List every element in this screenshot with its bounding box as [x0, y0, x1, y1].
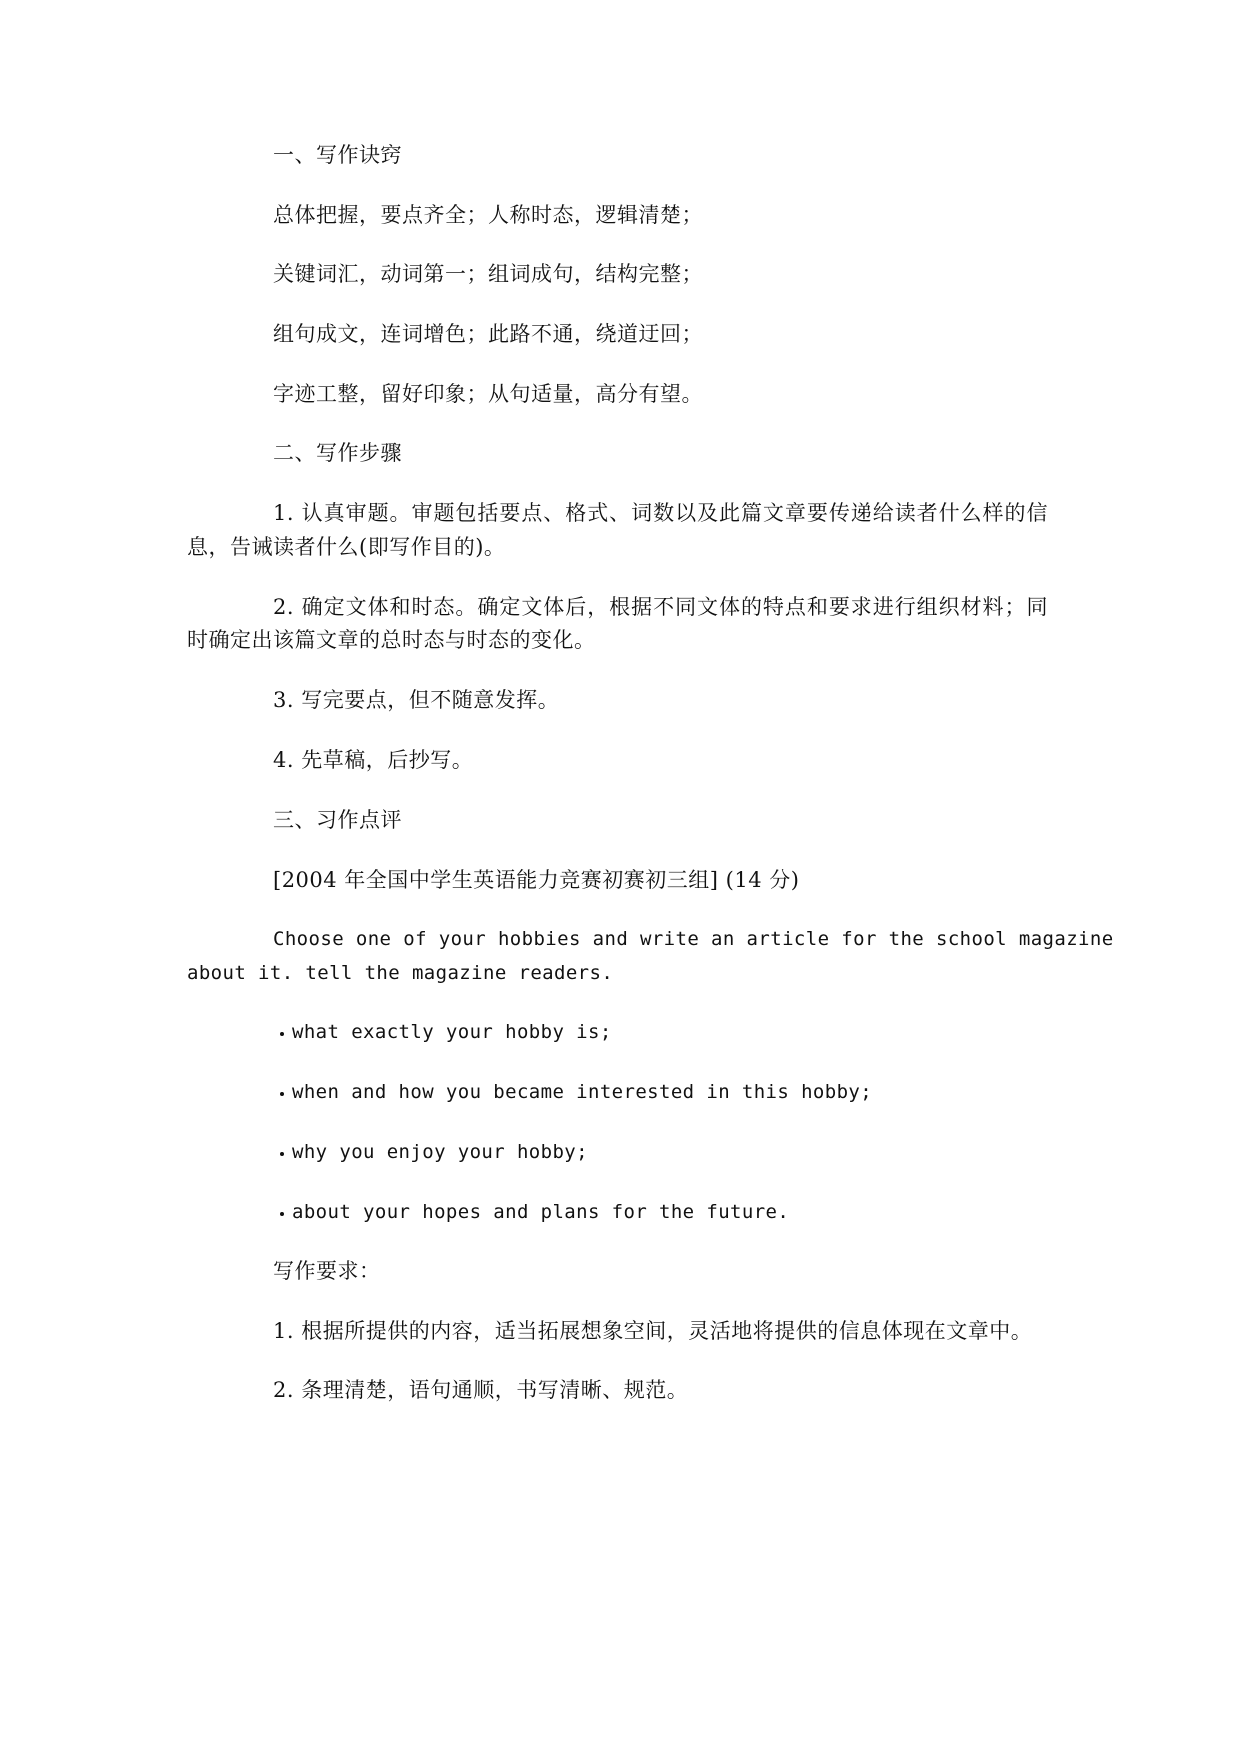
list-item: about your hopes and plans for the future.	[280, 1197, 789, 1227]
tip-line-1: 总体把握，要点齐全；人称时态，逻辑清楚；	[273, 203, 703, 227]
bullet-icon	[280, 1032, 284, 1036]
section3-heading: 三、习作点评	[273, 808, 402, 832]
requirement-2: 2. 条理清楚，语句通顺，书写清晰、规范。	[273, 1378, 689, 1402]
list-item: when and how you became interested in this hobby;	[280, 1077, 872, 1107]
prompt-line2: about it. tell the magazine readers.	[187, 962, 614, 984]
section1-heading: 一、写作诀窍	[273, 143, 402, 167]
step3: 3. 写完要点，但不随意发挥。	[273, 688, 560, 712]
bullet-icon	[280, 1212, 284, 1216]
bullet-icon	[280, 1152, 284, 1156]
prompt-line1: Choose one of your hobbies and write an article for the school magazine	[273, 928, 1114, 950]
requirements-heading: 写作要求：	[273, 1259, 381, 1283]
requirement-1: 1. 根据所提供的内容，适当拓展想象空间，灵活地将提供的信息体现在文章中。	[273, 1319, 1033, 1343]
bullet-icon	[280, 1092, 284, 1096]
tip-line-3: 组句成文，连词增色；此路不通，绕道迂回；	[273, 322, 703, 346]
step1-line1: 1. 认真审题。审题包括要点、格式、词数以及此篇文章要传递给读者什么样的信	[273, 501, 1048, 525]
tip-line-4: 字迹工整，留好印象；从句适量，高分有望。	[273, 382, 703, 406]
step2-line1: 2. 确定文体和时态。确定文体后，根据不同文体的特点和要求进行组织材料；同	[273, 595, 1048, 619]
tip-line-2: 关键词汇，动词第一；组词成句，结构完整；	[273, 262, 703, 286]
contest-source: [2004 年全国中学生英语能力竞赛初赛初三组] (14 分)	[273, 868, 800, 892]
step1-line2: 息，告诫读者什么(即写作目的)。	[187, 535, 506, 559]
section2-heading: 二、写作步骤	[273, 441, 402, 465]
step4: 4. 先草稿，后抄写。	[273, 748, 474, 772]
list-item: what exactly your hobby is;	[280, 1017, 612, 1047]
step2-line2: 时确定出该篇文章的总时态与时态的变化。	[187, 628, 596, 652]
list-item: why you enjoy your hobby;	[280, 1137, 588, 1167]
